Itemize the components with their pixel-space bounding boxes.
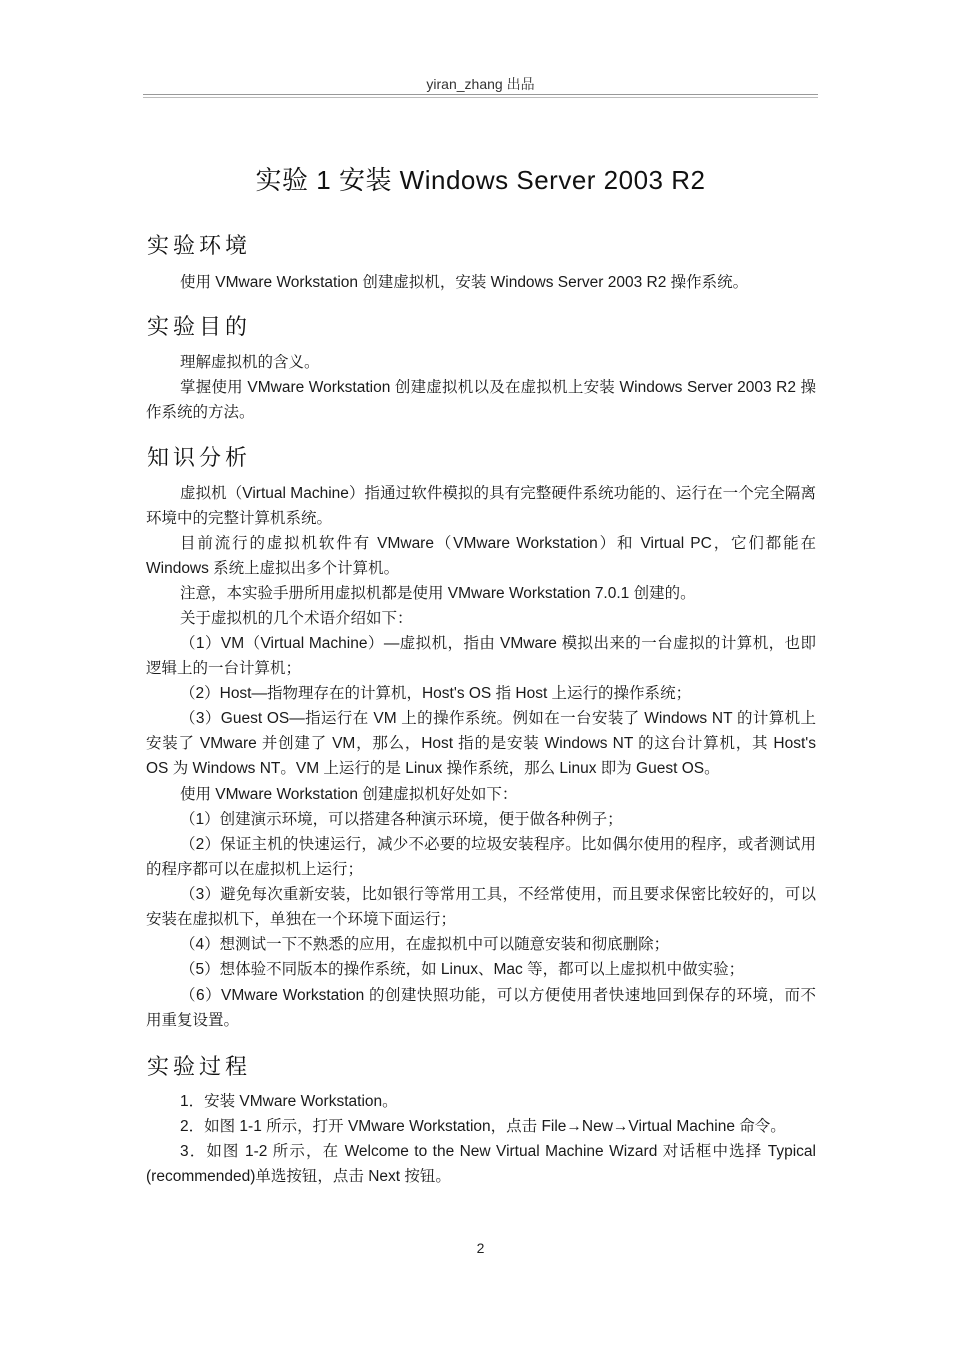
paragraph: （6）VMware Workstation 的创建快照功能，可以方便使用者快速地回到保存的环境，而不用重复设置。 bbox=[146, 987, 816, 1029]
paragraph: （3）Guest OS—指运行在 VM 上的操作系统。例如在一台安装了 Windows NT 的计算机上安装了 VMware 并创建了 VM，那么，Host 指的是安装 Windows NT 的这台计算机，其 Host's OS 为 Windows NT。VM 上运行的是 Linux 操作系统，那么 Linux 即为 Guest OS。 bbox=[146, 710, 816, 777]
paragraph: （5）想体验不同版本的操作系统，如 Linux、Mac 等，都可以上虚拟机中做实验； bbox=[180, 961, 745, 978]
paragraph: 虚拟机（Virtual Machine）指通过软件模拟的具有完整硬件系统功能的、运行在一个完全隔离环境中的完整计算机系统。 bbox=[146, 485, 816, 527]
page-number: 2 bbox=[476, 1240, 485, 1256]
section-heading-process: 实验过程 bbox=[147, 1054, 252, 1079]
paragraph: 3．如图 1-2 所示，在 Welcome to the New Virtual Machine Wizard 对话框中选择 Typical (recommended)单选按钮，点击 Next 按钮。 bbox=[146, 1143, 816, 1185]
paragraph: 使用 VMware Workstation 创建虚拟机，安装 Windows Server 2003 R2 操作系统。 bbox=[180, 274, 749, 291]
paragraph: 关于虚拟机的几个术语介绍如下： bbox=[180, 610, 413, 627]
paragraph: 1．安装 VMware Workstation。 bbox=[180, 1093, 398, 1110]
paragraph: 2．如图 1-1 所示，打开 VMware Workstation，点击 File→New→Virtual Machine 命令。 bbox=[180, 1118, 786, 1135]
paragraph: （4）想测试一下不熟悉的应用，在虚拟机中可以随意安装和彻底删除； bbox=[180, 936, 670, 953]
paragraph: （1）创建演示环境，可以搭建各种演示环境，便于做各种例子； bbox=[180, 811, 623, 828]
paragraph: 注意，本实验手册所用虚拟机都是使用 VMware Workstation 7.0.1 创建的。 bbox=[180, 585, 696, 602]
paragraph: （1）VM（Virtual Machine）—虚拟机，指由 VMware 模拟出来的一台虚拟的计算机，也即逻辑上的一台计算机； bbox=[146, 635, 816, 677]
page-header: yiran_zhang 出品 bbox=[426, 76, 535, 92]
section-heading-analysis: 知识分析 bbox=[147, 445, 252, 470]
paragraph: （2）保证主机的快速运行，减少不必要的垃圾安装程序。比如偶尔使用的程序，或者测试用的程序都可以在虚拟机上运行； bbox=[146, 836, 816, 878]
paragraph: （3）避免每次重新安装，比如银行等常用工具，不经常使用，而且要求保密比较好的，可以安装在虚拟机下，单独在一个环境下面运行； bbox=[146, 886, 816, 928]
section-heading-environment: 实验环境 bbox=[147, 233, 252, 258]
paragraph: （2）Host—指物理存在的计算机，Host's OS 指 Host 上运行的操作系统； bbox=[180, 685, 692, 702]
paragraph: 掌握使用 VMware Workstation 创建虚拟机以及在虚拟机上安装 Windows Server 2003 R2 操作系统的方法。 bbox=[146, 379, 816, 421]
section-heading-goal: 实验目的 bbox=[147, 314, 252, 339]
paragraph: 理解虚拟机的含义。 bbox=[180, 354, 320, 371]
document-title: 实验 1 安装 Windows Server 2003 R2 bbox=[255, 165, 706, 195]
paragraph: 使用 VMware Workstation 创建虚拟机好处如下： bbox=[180, 786, 518, 803]
header-divider bbox=[143, 94, 818, 98]
paragraph: 目前流行的虚拟机软件有 VMware（VMware Workstation）和 Virtual PC，它们都能在 Windows 系统上虚拟出多个计算机。 bbox=[146, 535, 816, 577]
